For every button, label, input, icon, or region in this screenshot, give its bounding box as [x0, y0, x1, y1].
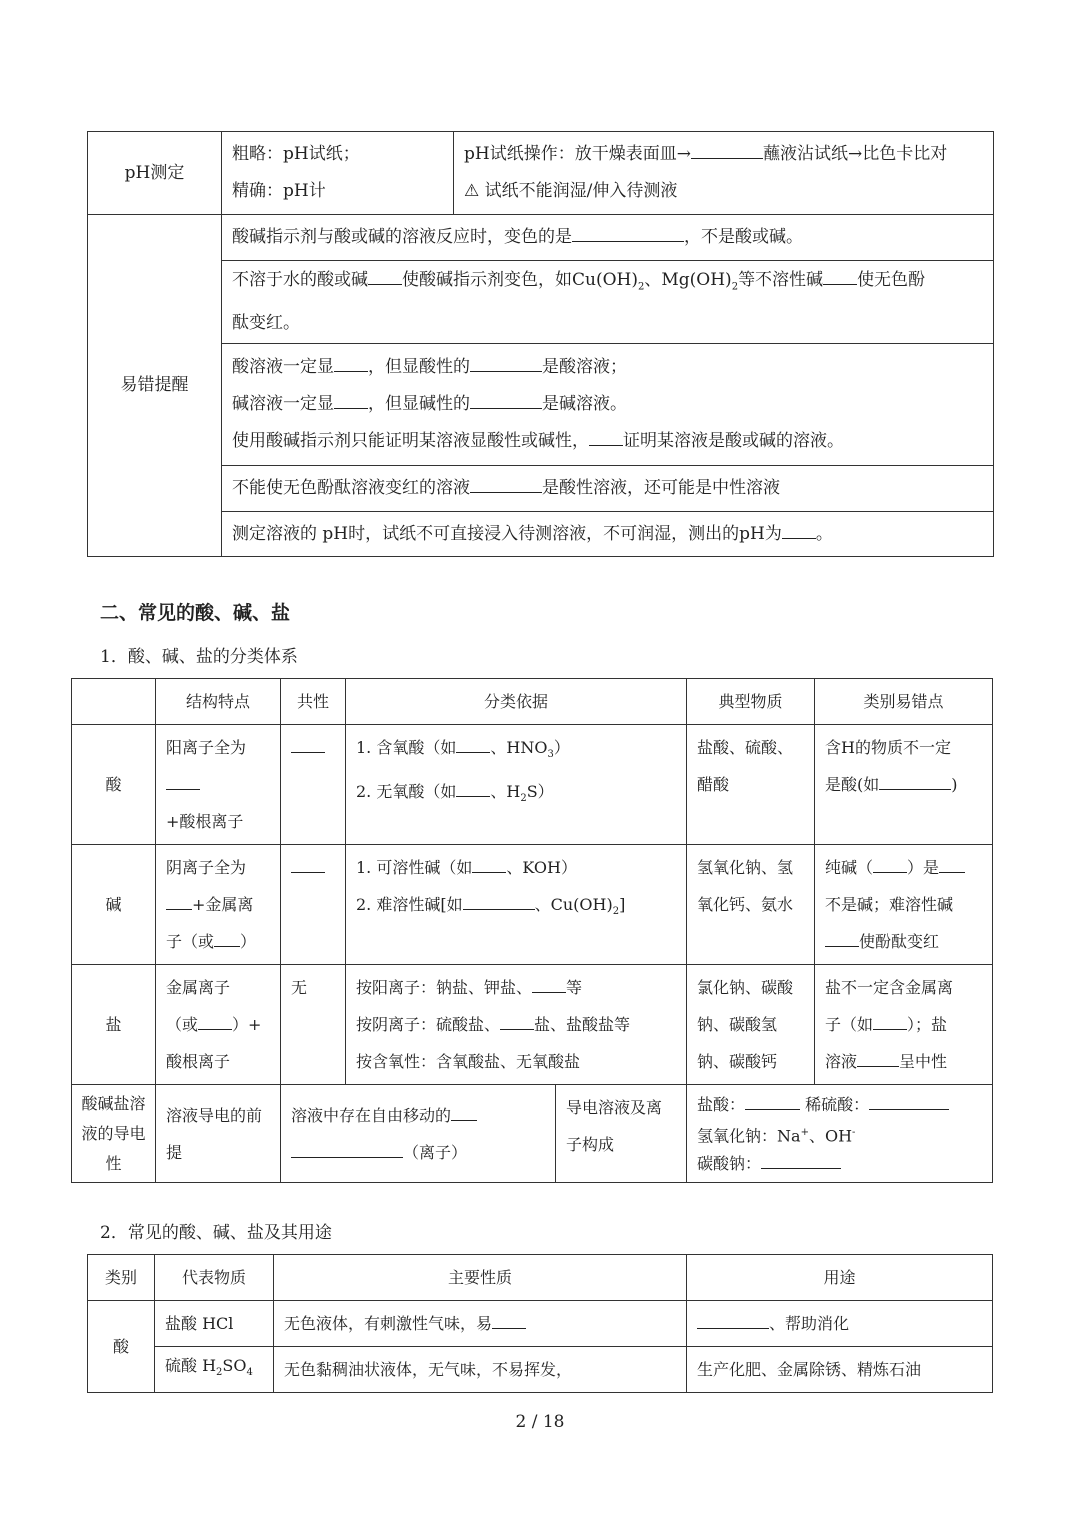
common-acids-uses-table: [87, 1254, 993, 1393]
blank[interactable]: [823, 266, 857, 285]
blank[interactable]: [745, 1091, 800, 1110]
blank[interactable]: [291, 854, 325, 873]
acid-label: 酸: [72, 725, 156, 845]
section-title: 二、常见的酸、碱、盐: [100, 602, 291, 624]
blank[interactable]: [291, 734, 325, 753]
salt-common: 无: [281, 965, 346, 1085]
mistake-row-1: 酸碱指示剂与酸或碱的溶液反应时，变色的是 ，不是酸或碱。: [222, 215, 994, 261]
acid-structure: 阳离子全为 +酸根离子: [156, 725, 281, 845]
conductivity-label: 酸碱盐溶液的导电性: [72, 1085, 156, 1183]
blank[interactable]: [492, 1310, 526, 1329]
ph-mistakes-table: [87, 131, 994, 557]
blank[interactable]: [291, 1139, 403, 1158]
conductivity-premise: 溶液导电的前提: [156, 1085, 281, 1183]
header-uses: 用途: [687, 1255, 993, 1301]
conductivity-examples: 盐酸： 稀硫酸： 氢氧化钠：Na+、OH- 碳酸钠：: [687, 1085, 993, 1183]
acid-classification: 1. 含氧酸（如 、$HNO_3$） 2. 无氧酸（如 、$H_2S$）: [346, 725, 687, 845]
salt-label: 盐: [72, 965, 156, 1085]
conductivity-composition: 导电溶液及离子构成: [556, 1085, 687, 1183]
blank[interactable]: [697, 1310, 769, 1329]
h2so4-name: 硫酸 $H_2SO_4$: [155, 1347, 274, 1393]
blank[interactable]: [879, 771, 951, 790]
blank[interactable]: [873, 1011, 907, 1030]
blank[interactable]: [166, 771, 200, 790]
blank[interactable]: [334, 353, 368, 372]
header-representative: 代表物质: [155, 1255, 274, 1301]
blank[interactable]: [572, 223, 684, 242]
blank[interactable]: [456, 734, 490, 753]
h2so4-uses: 生产化肥、金属除锈、精炼石油: [687, 1347, 993, 1393]
blank[interactable]: [451, 1102, 477, 1121]
acid-typical: 盐酸、硫酸、醋酸: [687, 725, 815, 845]
h2so4-properties: 无色黏稠油状液体，无气味，不易挥发，: [274, 1347, 687, 1393]
rough-method: 粗略：pH试纸；: [232, 144, 360, 164]
blank[interactable]: [472, 854, 506, 873]
header-structure: 结构特点: [156, 679, 281, 725]
blank[interactable]: [939, 854, 965, 873]
header-classification: 分类依据: [346, 679, 687, 725]
hcl-name: 盐酸 HCl: [155, 1301, 274, 1347]
acid-common: [281, 725, 346, 845]
mistake-label: 易错提醒: [88, 215, 222, 557]
mistake-row-5: 测定溶液的 pH时，试纸不可直接浸入待测溶液，不可润湿，测出的pH为 。: [222, 512, 994, 557]
blank[interactable]: [470, 353, 542, 372]
acid-errors: 含H的物质不一定 是酸(如 ): [815, 725, 993, 845]
ph-operation-cell: pH试纸操作：放干燥表面皿→ 蘸液沾试纸→比色卡比对 ⚠ 试纸不能润湿/伸入待测液: [454, 132, 994, 215]
subsection-2-title: 2．常见的酸、碱、盐及其用途: [100, 1223, 332, 1243]
base-typical: 氢氧化钠、氢氧化钙、氨水: [687, 845, 815, 965]
ph-methods-cell: [222, 132, 454, 215]
header-typical: 典型物质: [687, 679, 815, 725]
mistake-row-3: 酸溶液一定显 ，但显酸性的 是酸溶液； 碱溶液一定显 ，但显碱性的 是碱溶液。 使用酸碱指示剂只能证明某溶液显酸性或碱性， 证明某溶液是酸或碱的溶液。: [222, 344, 994, 466]
blank[interactable]: [214, 928, 240, 947]
hcl-uses: 、帮助消化: [687, 1301, 993, 1347]
blank[interactable]: [857, 1048, 899, 1067]
blank[interactable]: [456, 778, 490, 797]
blank[interactable]: [869, 1091, 949, 1110]
precise-method: 精确：pH计: [232, 181, 326, 201]
salt-structure: 金属离子 （或 ）+ 酸根离子: [156, 965, 281, 1085]
salt-classification: 按阳离子：钠盐、钾盐、 等 按阴离子：硫酸盐、 盐、盐酸盐等 按含氧性：含氧酸盐、无氧酸盐: [346, 965, 687, 1085]
header-category: 类别: [88, 1255, 155, 1301]
hcl-properties: 无色液体，有刺激性气味，易: [274, 1301, 687, 1347]
blank[interactable]: [532, 974, 566, 993]
blank[interactable]: [470, 474, 542, 493]
subsection-1-title: 1．酸、碱、盐的分类体系: [100, 647, 298, 667]
base-classification: 1. 可溶性碱（如 、KOH） 2. 难溶性碱[如 、$Cu(OH)_2$]: [346, 845, 687, 965]
blank[interactable]: [334, 390, 368, 409]
header-properties: 主要性质: [274, 1255, 687, 1301]
base-label: 碱: [72, 845, 156, 965]
mistake-row-4: 不能使无色酚酞溶液变红的溶液 是酸性溶液，还可能是中性溶液: [222, 466, 994, 512]
salt-typical: 氯化钠、碳酸钠、碳酸氢钠、碳酸钙: [687, 965, 815, 1085]
header-empty: [72, 679, 156, 725]
blank[interactable]: [691, 140, 763, 159]
mistake-row-2: 不溶于水的酸或碱 使酸碱指示剂变色，如$Cu(OH)_2$、$Mg(OH)_2$等不溶性碱 使无色酚 酞变红。: [222, 261, 994, 344]
blank[interactable]: [198, 1011, 232, 1030]
conductivity-free-ions: 溶液中存在自由移动的 （离子）: [281, 1085, 556, 1183]
warning-icon: ⚠: [464, 181, 480, 201]
blank[interactable]: [825, 928, 859, 947]
header-common: 共性: [281, 679, 346, 725]
acid-category: 酸: [88, 1301, 155, 1393]
base-errors: 纯碱（ ）是 不是碱；难溶性碱 使酚酞变红: [815, 845, 993, 965]
acid-base-salt-classification-table: [71, 678, 993, 1183]
blank[interactable]: [782, 520, 816, 539]
blank[interactable]: [470, 390, 542, 409]
blank[interactable]: [589, 427, 623, 446]
blank[interactable]: [166, 891, 192, 910]
page-number: 2 / 18: [515, 1412, 565, 1432]
salt-errors: 盐不一定含金属离 子（如 ）；盐 溶液 呈中性: [815, 965, 993, 1085]
base-structure: 阴离子全为 +金属离 子（或 ）: [156, 845, 281, 965]
blank[interactable]: [368, 266, 402, 285]
base-common: [281, 845, 346, 965]
blank[interactable]: [500, 1011, 534, 1030]
header-errors: 类别易错点: [815, 679, 993, 725]
ph-measure-label: pH测定: [88, 132, 222, 215]
blank[interactable]: [873, 854, 907, 873]
blank[interactable]: [463, 891, 535, 910]
blank[interactable]: [761, 1150, 841, 1169]
warning-text: 试纸不能润湿/伸入待测液: [484, 181, 678, 201]
